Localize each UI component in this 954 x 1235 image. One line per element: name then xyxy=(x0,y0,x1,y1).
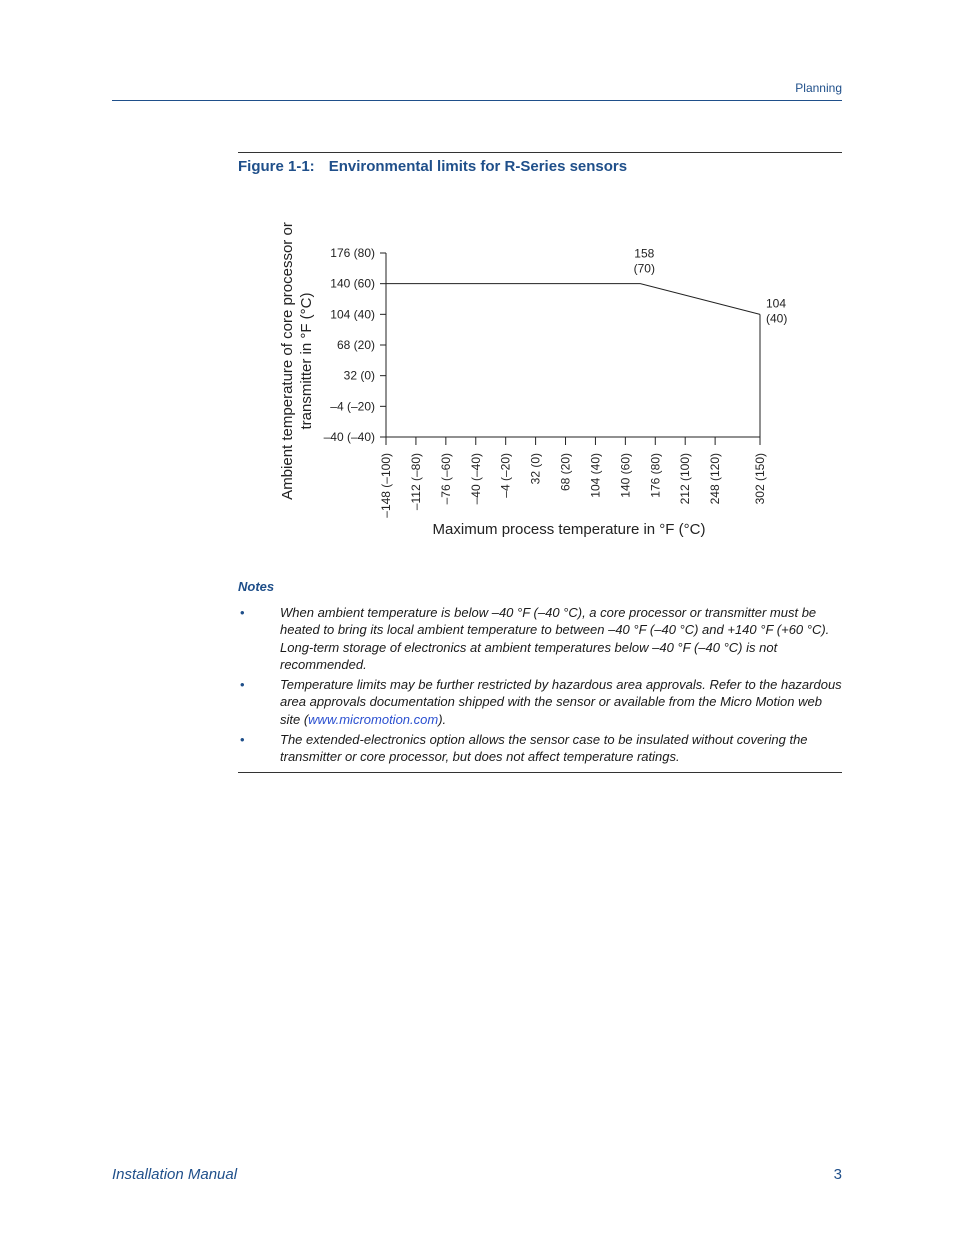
point-annotation-value: (70) xyxy=(633,261,655,276)
y-tick-label: 176 (80) xyxy=(330,246,375,260)
note-text-after-link: ). xyxy=(438,711,447,727)
bullet-icon: • xyxy=(240,677,245,693)
notes-list xyxy=(238,604,842,769)
figure-title: Environmental limits for R-Series sensors xyxy=(328,158,628,175)
point-annotation-value: 158 xyxy=(634,246,655,261)
note-item xyxy=(238,731,842,766)
x-tick-label: 248 (120) xyxy=(708,453,723,505)
x-tick-label: 68 (20) xyxy=(558,453,573,492)
bullet-icon: • xyxy=(240,732,245,748)
footer-manual-title: Installation Manual xyxy=(112,1166,238,1183)
limit-line xyxy=(386,284,760,315)
x-tick-label: –148 (–100) xyxy=(379,453,393,518)
running-header-section: Planning xyxy=(795,81,842,95)
note-text-before-link: Temperature limits may be further restricted by hazardous area approvals. Refer to the hazardous area approvals documentation shipped with the sensor or available from the Micro Motion web site ( xyxy=(280,677,842,727)
x-tick-label: –112 (–80) xyxy=(408,453,423,511)
x-tick-label: 212 (100) xyxy=(678,453,693,505)
y-tick-label: –4 (–20) xyxy=(330,399,375,414)
x-tick-label: 32 (0) xyxy=(528,453,543,485)
y-axis-title: transmitter in °F (°C) xyxy=(298,292,315,430)
y-tick-label: 104 (40) xyxy=(330,307,375,322)
x-tick-label: 302 (150) xyxy=(753,453,767,505)
header-rule xyxy=(112,100,842,101)
y-tick-label: 68 (20) xyxy=(336,338,375,352)
x-tick-label: 140 (60) xyxy=(618,453,633,498)
x-axis-title: Maximum process temperature in °F (°C) xyxy=(432,521,706,538)
y-tick-label: 140 (60) xyxy=(330,276,375,291)
note-item xyxy=(238,676,842,728)
bullet-icon: • xyxy=(240,605,245,620)
notes-heading: Notes xyxy=(238,579,275,594)
y-axis-title: Ambient temperature of core processor or xyxy=(279,222,296,500)
y-tick-label: –40 (–40) xyxy=(323,430,375,444)
figure-number: Figure 1-1: xyxy=(238,158,315,175)
figure-bottom-rule xyxy=(238,772,842,773)
x-tick-label: 176 (80) xyxy=(648,453,663,498)
footer-page-number: 3 xyxy=(833,1166,842,1183)
x-tick-label: 104 (40) xyxy=(588,453,603,498)
y-tick-label: 32 (0) xyxy=(343,368,375,383)
note-text: The extended-electronics option allows the sensor case to be insulated without covering the transmitter or core processor, but does not affect temperature ratings. xyxy=(280,732,808,765)
x-tick-label: –4 (–20) xyxy=(498,453,513,498)
temperature-limits-chart xyxy=(270,205,788,550)
x-tick-label: –76 (–60) xyxy=(438,453,453,505)
note-text: When ambient temperature is below –40 °F (–40 °C), a core processor or transmitter must be heated to bring its local ambient temperature to between –40 °F (–40 °C) and +140 °F (+60 °C). Long-term storage of electronics at ambient temperatures below –40 °F (–40 °C) is not recommended. xyxy=(280,605,830,672)
point-annotation-value: (40) xyxy=(766,311,788,326)
figure-top-rule xyxy=(238,152,842,153)
figure-caption xyxy=(238,158,627,175)
micromotion-link[interactable]: www.micromotion.com xyxy=(308,711,439,727)
point-annotation-value: 104 xyxy=(766,296,787,311)
note-item xyxy=(238,604,842,673)
x-tick-label: –40 (–40) xyxy=(468,453,483,505)
